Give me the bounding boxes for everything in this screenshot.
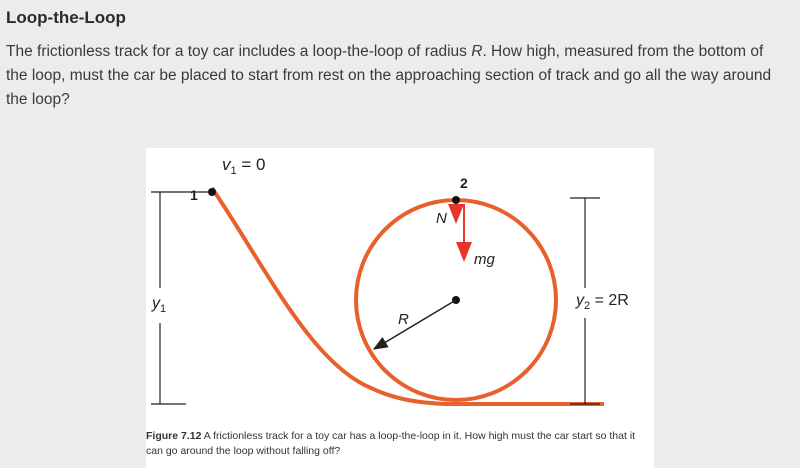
y1-label: $y_1$ xyxy=(152,295,167,315)
figure-number: Figure 7.12 xyxy=(146,430,202,442)
y2-label: $y_2 = 2R$ xyxy=(576,292,629,312)
problem-text xyxy=(6,40,786,112)
v1-label: $v_1 = 0$ xyxy=(222,155,266,177)
loop-diagram xyxy=(146,148,654,423)
point-1-label: 1 xyxy=(190,187,198,203)
radius-variable: R xyxy=(471,43,483,60)
point-2-marker xyxy=(452,196,460,204)
point-1-marker xyxy=(208,188,216,196)
ramp-track xyxy=(212,188,604,404)
problem-text-part1: The frictionless track for a toy car includes a loop-the-loop of radius xyxy=(6,43,472,60)
weight-label: mg xyxy=(474,251,495,268)
figure-caption xyxy=(146,429,654,459)
figure-caption-text: A frictionless track for a toy car has a loop-the-loop in it. How high must the car start so that it can go around the loop without falling off? xyxy=(146,430,636,457)
problem-text-part2: . How high, measured from the bottom of the loop, must the car be placed to start from rest on the approaching section of track and go all the way around the loop? xyxy=(6,43,772,108)
normal-force-label: N xyxy=(436,210,447,227)
radius-label: R xyxy=(398,311,409,328)
loop-figure xyxy=(146,148,654,468)
radius-arrow xyxy=(374,300,456,349)
section-title: Loop-the-Loop xyxy=(6,8,126,27)
point-2-label: 2 xyxy=(460,175,468,191)
